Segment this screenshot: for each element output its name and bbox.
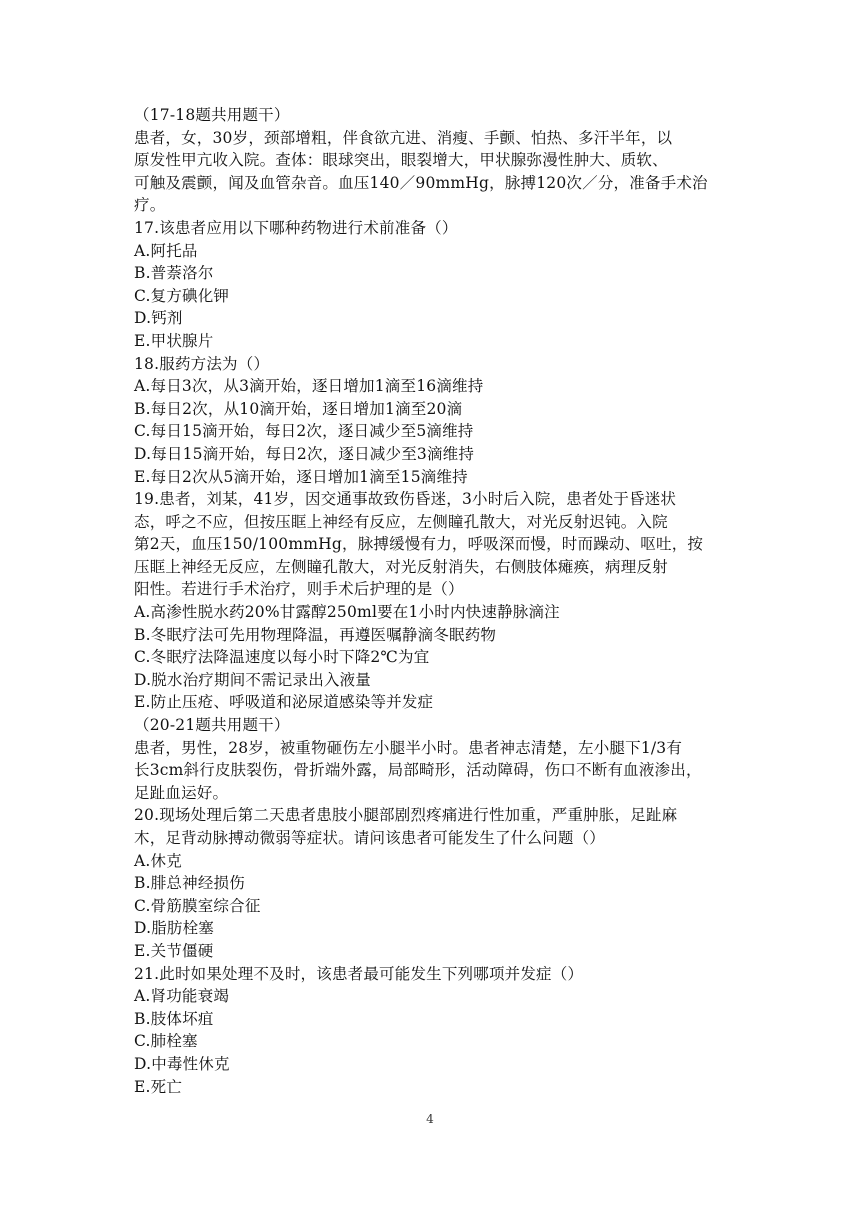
question-19-line: 阳性。若进行手术治疗，则手术后护理的是（） [134,580,464,599]
option-20-e: E.关节僵硬 [134,941,214,960]
option-18-b: B.每日2次，从10滴开始，逐日增加1滴至20滴 [134,399,463,418]
stem-20-21-line: 足趾血运好。 [134,783,229,802]
stem-17-18-line: 原发性甲亢收入院。查体：眼球突出，眼裂增大，甲状腺弥漫性肿大、质软、 [134,151,668,170]
question-19-line: 压眶上神经无反应，左侧瞳孔散大，对光反射消失，右侧肢体瘫痪，病理反射 [134,557,668,576]
question-20-line: 20.现场处理后第二天患者患肢小腿部剧烈疼痛进行性加重，严重肿胀，足趾麻 [134,806,678,825]
question-19-line: 19.患者，刘某，41岁，因交通事故致伤昏迷，3小时后入院，患者处于昏迷状 [134,490,677,509]
stem-20-21-line: 长3cm斜行皮肤裂伤，骨折端外露，局部畸形，活动障碍，伤口不断有血液渗出， [134,761,702,780]
option-19-c: C.冬眠疗法降温速度以每小时下降2℃为宜 [134,648,430,667]
group-heading-20-21: （20-21题共用题干） [134,716,290,735]
option-18-e: E.每日2次从5滴开始，逐日增加1滴至15滴维持 [134,467,468,486]
option-19-a: A.高渗性脱水药20%甘露醇250ml要在1小时内快速静脉滴注 [134,603,560,622]
option-19-d: D.脱水治疗期间不需记录出入液量 [134,670,372,689]
group-heading-17-18: （17-18题共用题干） [134,106,290,124]
option-19-b: B.冬眠疗法可先用物理降温，再遵医嘱静滴冬眠药物 [134,625,497,644]
option-17-e: E.甲状腺片 [134,331,214,350]
option-20-d: D.脂肪栓塞 [134,919,215,938]
question-21: 21.此时如果处理不及时，该患者最可能发生下列哪项并发症（） [134,964,584,983]
option-21-c: C.肺栓塞 [134,1032,198,1051]
question-text-body [134,104,734,1098]
question-17: 17.该患者应用以下哪种药物进行术前准备（） [134,218,458,237]
option-17-a: A.阿托品 [134,241,198,260]
option-18-d: D.每日15滴开始，每日2次，逐日减少至3滴维持 [134,444,475,463]
option-18-c: C.每日15滴开始，每日2次，逐日减少至5滴维持 [134,422,474,441]
option-17-b: B.普萘洛尔 [134,264,214,283]
stem-17-18-line: 疗。 [134,196,166,215]
option-21-d: D.中毒性休克 [134,1054,230,1073]
option-21-e: E.死亡 [134,1077,183,1096]
question-19-line: 态，呼之不应，但按压眶上神经有反应，左侧瞳孔散大，对光反射迟钝。入院 [134,512,668,531]
stem-17-18-line: 可触及震颤，闻及血管杂音。血压140／90mmHg，脉搏120次／分，准备手术治 [134,173,708,192]
option-17-c: C.复方碘化钾 [134,286,230,305]
option-21-a: A.肾功能衰竭 [134,987,230,1006]
page-number: 4 [426,1112,434,1126]
question-19-line: 第2天，血压150/100mmHg，脉搏缓慢有力，呼吸深而慢，时而躁动、呕吐，按 [134,535,704,554]
option-20-b: B.腓总神经损伤 [134,874,245,893]
stem-17-18-line: 患者，女，30岁，颈部增粗，伴食欲亢进、消瘦、手颤、怕热、多汗半年，以 [134,128,673,147]
option-17-d: D.钙剂 [134,309,183,328]
question-18: 18.服药方法为（） [134,354,270,373]
stem-20-21-line: 患者，男性，28岁，被重物砸伤左小腿半小时。患者神志清楚，左小腿下1/3有 [134,738,683,757]
option-20-a: A.休克 [134,851,182,870]
option-18-a: A.每日3次，从3滴开始，逐日增加1滴至16滴维持 [134,377,484,396]
option-19-e: E.防止压疮、呼吸道和泌尿道感染等并发症 [134,693,434,712]
option-21-b: B.肢体坏疽 [134,1009,214,1028]
option-20-c: C.骨筋膜室综合征 [134,896,261,915]
question-20-line: 木，足背动脉搏动微弱等症状。请问该患者可能发生了什么问题（） [134,829,606,847]
